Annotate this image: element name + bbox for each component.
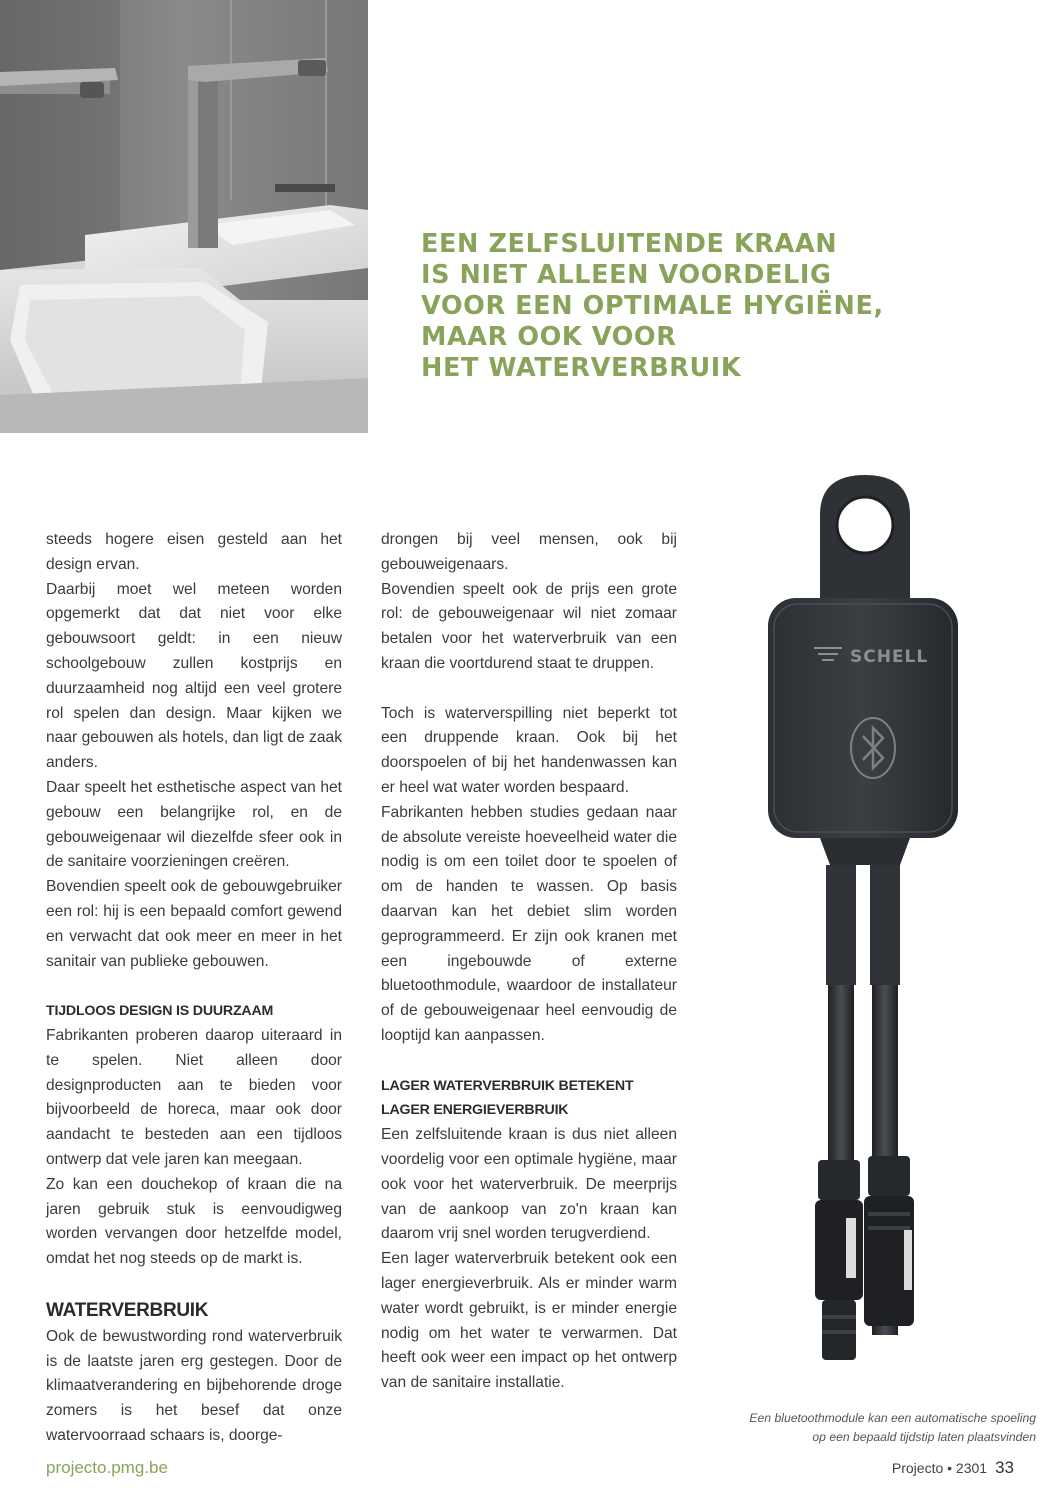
paragraph: Ook de bewustwording rond waterverbruik is de laatste jaren erg gestegen. Door de klimaatverandering en bijbehorende droge zomers is het besef dat onze watervoorraad schaars is, doorge- <box>46 1327 342 1444</box>
caption-line: Een bluetoothmodule kan een automatische spoeling <box>749 1411 1036 1425</box>
page-number: 33 <box>995 1458 1014 1477</box>
paragraph: Fabrikanten hebben studies gedaan naar de absolute vereiste hoeveelheid water die nodig is om een toilet door te spoelen of om de handen te wassen. Op basis daarvan kan het debiet slim worden geprogrammeerd. Er zijn ook kranen met een ingebouwde of externe bluetoothmodule, waardoor de installateur of de gebouweigenaar heel eenvoudig de looptijd kan aanpassen. <box>381 803 677 1044</box>
caption-line: op een bepaald tijdstip laten plaatsvinden <box>812 1430 1036 1444</box>
pull-quote-line: IS NIET ALLEEN VOORDELIG <box>421 260 832 290</box>
paragraph: Zo kan een douchekop of kraan die na jaren gebruik stuk is eenvoudigweg worden vervangen door hetzelfde model, omdat het nog steeds op de markt is. <box>46 1175 342 1268</box>
cable-connector <box>864 1156 914 1326</box>
paragraph: Bovendien speelt ook de prijs een grote rol: de gebouweigenaar wil niet zomaar betalen voor het waterverbruik van een kraan die voortdurend staat te druppen. <box>381 580 677 672</box>
article-column-2 <box>381 528 677 1396</box>
paragraph: Een zelfsluitende kraan is dus niet alleen voordelig voor een optimale hygiëne, maar ook voor het waterverbruik. De meerprijs van de aankoop van zo'n kraan kan daarom vrij snel worden terugverdiend. <box>381 1126 677 1243</box>
subheading: LAGER WATERVERBRUIK BETEKENT <box>381 1077 634 1094</box>
pull-quote-line: HET WATERVERBRUIK <box>421 353 742 383</box>
paragraph: Fabrikanten proberen daarop uiteraard in te spelen. Niet alleen door designproducten aan te bieden voor bijvoorbeeld de horeca, maar ook door aandacht te besteden aan een tijdloos ontwerp dat vele jaren kan meegaan. <box>46 1026 342 1168</box>
footer-website-link[interactable]: projecto.pmg.be <box>46 1458 168 1477</box>
paragraph: Daar speelt het esthetische aspect van het gebouw een belangrijke rol, en de gebouweigenaar wil diezelfde sfeer ook in de sanitaire voorzieningen creëren. <box>46 778 342 871</box>
subheading: LAGER ENERGIEVERBRUIK <box>381 1102 569 1119</box>
article-column-1 <box>46 528 342 1449</box>
paragraph: Daarbij moet wel meteen worden opgemerkt dat dat niet voor elke gebouwsoort geldt: in een nieuw schoolgebouw zullen kostprijs en duurzaamheid nog altijd een veel grotere rol spelen dan design. Maar kijken we naar gebouwen als hotels, dan ligt de zaak anders. <box>46 580 342 772</box>
pull-quote-line: VOOR EEN OPTIMALE HYGIËNE, <box>421 291 884 321</box>
spacer <box>46 974 342 999</box>
magazine-issue: Projecto • 2301 <box>891 1460 988 1476</box>
paragraph: Een lager waterverbruik betekent ook een lager energieverbruik. Als er minder warm water wordt gebruikt, is er minder energie nodig om het water te verwarmen. Dat heeft ook weer een impact op het ontwerp van de sanitaire installatie. <box>381 1250 677 1392</box>
image-caption <box>700 1409 1036 1447</box>
pull-quote-line: EEN ZELFSLUITENDE KRAAN <box>421 229 838 259</box>
subheading: TIJDLOOS DESIGN IS DUURZAAM <box>46 1003 274 1020</box>
paragraph: drongen bij veel mensen, ook bij gebouweigenaars. <box>381 531 677 573</box>
footer-page-info <box>892 1458 1014 1478</box>
cable-connector <box>815 1160 863 1360</box>
pull-quote-line: MAAR OOK VOOR <box>421 322 677 352</box>
pull-quote <box>421 229 981 384</box>
spacer <box>381 677 677 702</box>
bluetooth-module-photo <box>760 470 980 1390</box>
paragraph: steeds hogere eisen gesteld aan het design ervan. <box>46 531 342 573</box>
spacer <box>381 1049 677 1074</box>
faucet-sink-photo <box>0 0 368 433</box>
paragraph: Bovendien speelt ook de gebouwgebruiker een rol: hij is een bepaald comfort gewend en verwacht dat ook meer en meer in het sanitair van publieke gebouwen. <box>46 878 342 970</box>
paragraph: Toch is waterverspilling niet beperkt tot een druppende kraan. Ook bij het doorspoelen of bij het handenwassen kan er heel wat water worden bespaard. <box>381 704 677 796</box>
spacer <box>46 1272 342 1297</box>
brand-label: SCHELL <box>850 647 929 667</box>
section-heading: WATERVERBRUIK <box>46 1299 209 1321</box>
